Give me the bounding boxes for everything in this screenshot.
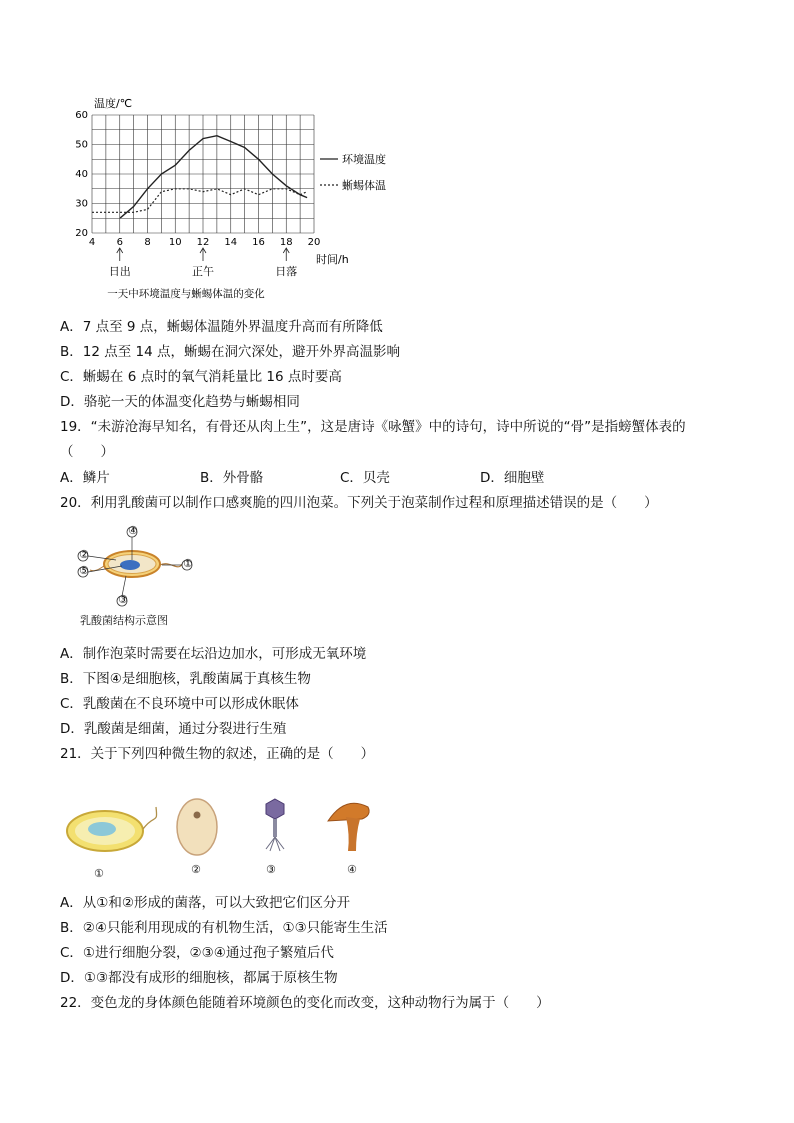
y-tick-label: 20 — [75, 228, 88, 239]
q18-option-b: B．12 点至 14 点，蜥蜴在洞穴深处，避开外界高温影响 — [60, 344, 400, 360]
chart-svg — [70, 90, 410, 310]
x-tick-label: 20 — [307, 237, 321, 248]
label-2: ② — [79, 548, 89, 561]
label-1: ① — [183, 557, 193, 570]
q21-option-b: B．②④只能利用现成的有机物生活，①③只能寄生生活 — [60, 920, 388, 936]
microbe-label-2: ② — [191, 863, 201, 876]
microbes-diagram — [60, 785, 380, 885]
legend-label-2: 蜥蜴体温 — [342, 179, 386, 192]
x-tick-label: 18 — [279, 237, 293, 248]
y-axis-label: 温度/℃ — [94, 97, 133, 110]
q18-option-d: D．骆驼一天的体温变化趋势与蜥蜴相同 — [60, 394, 300, 410]
label-4: ④ — [128, 524, 138, 537]
y-tick-label: 60 — [75, 110, 88, 121]
legend-label-1: 环境温度 — [342, 153, 386, 166]
q19-option-b: B．外骨骼 — [200, 470, 264, 486]
lactobacillus-figure — [70, 520, 210, 630]
q20-option-a: A．制作泡菜时需要在坛沿边加水，可形成无氧环境 — [60, 646, 367, 662]
q22-stem: 22．变色龙的身体颜色能随着环境颜色的变化而改变，这种动物行为属于（ ） — [60, 995, 550, 1011]
y-tick-label: 30 — [75, 198, 88, 210]
q19-option-d: D．细胞壁 — [480, 470, 545, 486]
q21-option-a: A．从①和②形成的菌落，可以大致把它们区分开 — [60, 895, 350, 911]
q20-option-c: C．乳酸菌在不良环境中可以形成休眠体 — [60, 696, 299, 712]
q19-option-c: C．贝壳 — [340, 470, 390, 486]
x-tick-label: 16 — [252, 237, 265, 248]
label-3: ③ — [118, 593, 128, 606]
label-5: ⑤ — [79, 564, 89, 577]
temperature-chart — [70, 90, 410, 310]
q21-option-c: C．①进行细胞分裂，②③④通过孢子繁殖后代 — [60, 945, 334, 961]
x-tick-label: 4 — [88, 237, 96, 248]
annotation-label: 正午 — [192, 265, 214, 278]
x-tick-label: 14 — [224, 237, 238, 248]
q21-stem: 21．关于下列四种微生物的叙述，正确的是（ ） — [60, 746, 375, 762]
q18-option-a: A．7 点至 9 点，蜥蜴体温随外界温度升高而有所降低 — [60, 319, 383, 335]
annotation-label: 日出 — [108, 265, 131, 278]
microbe-label-3: ③ — [266, 863, 276, 876]
y-tick-label: 50 — [75, 139, 88, 151]
q19-options — [60, 469, 544, 487]
x-tick-label: 10 — [168, 237, 182, 248]
q18-option-c: C．蜥蜴在 6 点时的氧气消耗量比 16 点时要高 — [60, 369, 342, 385]
series-line-2 — [92, 189, 307, 213]
q21-option-d: D．①③都没有成形的细胞核，都属于原核生物 — [60, 970, 338, 986]
q19-option-a: A．鳞片 — [60, 470, 110, 486]
annotation-label: 日落 — [275, 265, 298, 278]
q20-stem: 20．利用乳酸菌可以制作口感爽脆的四川泡菜。下列关于泡菜制作过程和原理描述错误的是（ ） — [60, 495, 658, 511]
x-axis-label: 时间/h — [316, 253, 349, 266]
x-tick-label: 8 — [144, 237, 151, 248]
q19-paren: （ ） — [60, 444, 114, 460]
lactobacillus-caption: 乳酸菌结构示意图 — [80, 614, 168, 627]
chart-title: 一天中环境温度与蜥蜴体温的变化 — [107, 288, 265, 300]
microbes-figure — [60, 785, 380, 885]
q20-option-d: D．乳酸菌是细菌，通过分裂进行生殖 — [60, 721, 287, 737]
microbe-label-1: ① — [94, 867, 104, 880]
q19-stem: 19．“未游沧海早知名，有骨还从肉上生”，这是唐诗《咏蟹》中的诗句，诗中所说的“骨”是指螃蟹体表的 — [60, 419, 686, 435]
y-tick-label: 40 — [75, 169, 88, 180]
x-tick-label: 6 — [116, 237, 123, 248]
microbe-label-4: ④ — [347, 863, 357, 876]
series-line-1 — [120, 136, 307, 219]
x-tick-label: 12 — [196, 237, 210, 248]
q20-option-b: B．下图④是细胞核，乳酸菌属于真核生物 — [60, 671, 311, 687]
